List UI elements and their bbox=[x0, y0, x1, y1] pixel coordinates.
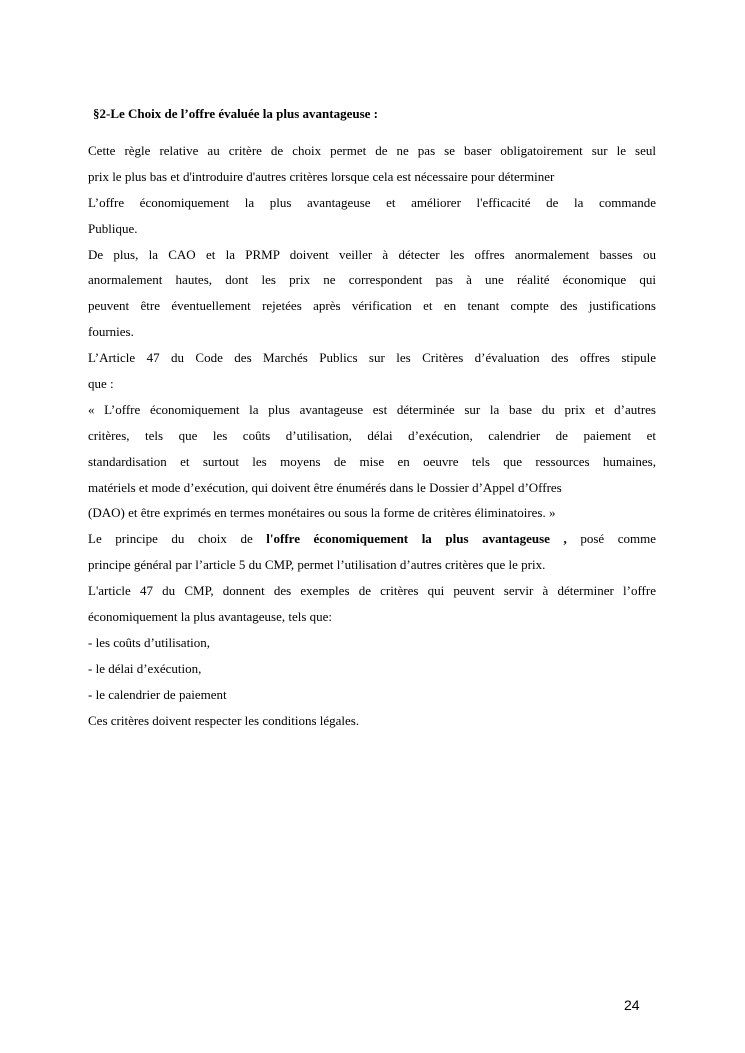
paragraph-line-5: De plus, la CAO et la PRMP doivent veiller à détecter les offres anormalement basses ou bbox=[88, 246, 656, 262]
closing-line-3: économiquement la plus avantageuse, tels que: bbox=[88, 609, 333, 625]
paragraph-line-8: fournies. bbox=[88, 324, 134, 340]
paragraph-line-9: L’Article 47 du Code des Marchés Publics sur les Critères d’évaluation des offres stipule bbox=[88, 350, 656, 366]
principle-after: posé comme bbox=[566, 531, 657, 547]
quote-line-1: « L’offre économiquement la plus avantageuse est déterminée sur la base du prix et d’autres bbox=[88, 401, 656, 417]
principle-bold-phrase: l'offre économiquement la plus avantageuse , bbox=[266, 531, 567, 547]
principle-before: Le principe du choix de bbox=[88, 531, 267, 547]
paragraph-line-1: Cette règle relative au critère de choix permet de ne pas se baser obligatoirement sur le seul bbox=[88, 143, 656, 158]
criteria-list-item-2: - le délai d’exécution, bbox=[88, 660, 202, 676]
quote-line-2: critères, tels que les coûts d’utilisation, délai d’exécution, calendrier de paiement et bbox=[88, 427, 656, 443]
criteria-list-item-3: - le calendrier de paiement bbox=[88, 686, 227, 702]
paragraph-line-4: Publique. bbox=[88, 220, 138, 236]
paragraph-line-3: L’offre économiquement la plus avantageuse et améliorer l'efficacité de la commande bbox=[88, 194, 656, 210]
section-heading: §2-Le Choix de l’offre évaluée la plus avantageuse : bbox=[93, 106, 379, 121]
closing-line-2: L'article 47 du CMP, donnent des exemples de critères qui peuvent servir à déterminer l’offre bbox=[88, 583, 656, 599]
principle-line bbox=[88, 526, 656, 552]
closing-line-4: Ces critères doivent respecter les conditions légales. bbox=[88, 712, 360, 728]
closing-line-1: principe général par l’article 5 du CMP, permet l’utilisation d’autres critères que le prix. bbox=[88, 557, 546, 573]
body-text bbox=[88, 138, 656, 733]
paragraph-line-6: anormalement hautes, dont les prix ne correspondent pas à une réalité économique qui bbox=[88, 272, 656, 288]
page-number: 24 bbox=[624, 997, 640, 1013]
paragraph-line-2: prix le plus bas et d'introduire d'autres critères lorsque cela est nécessaire pour déterminer bbox=[88, 168, 555, 184]
criteria-list-item-1: - les coûts d’utilisation, bbox=[88, 634, 211, 650]
quote-line-3: standardisation et surtout les moyens de mise en oeuvre tels que ressources humaines, bbox=[88, 453, 656, 469]
paragraph-line-10: que : bbox=[88, 376, 114, 392]
quote-line-5: (DAO) et être exprimés en termes monétaires ou sous la forme de critères éliminatoires. » bbox=[88, 505, 556, 521]
quote-line-4: matériels et mode d’exécution, qui doivent être énumérés dans le Dossier d’Appel d’Offres bbox=[88, 479, 562, 495]
paragraph-line-7: peuvent être éventuellement rejetées après vérification et en tenant compte des justifications bbox=[88, 298, 656, 314]
